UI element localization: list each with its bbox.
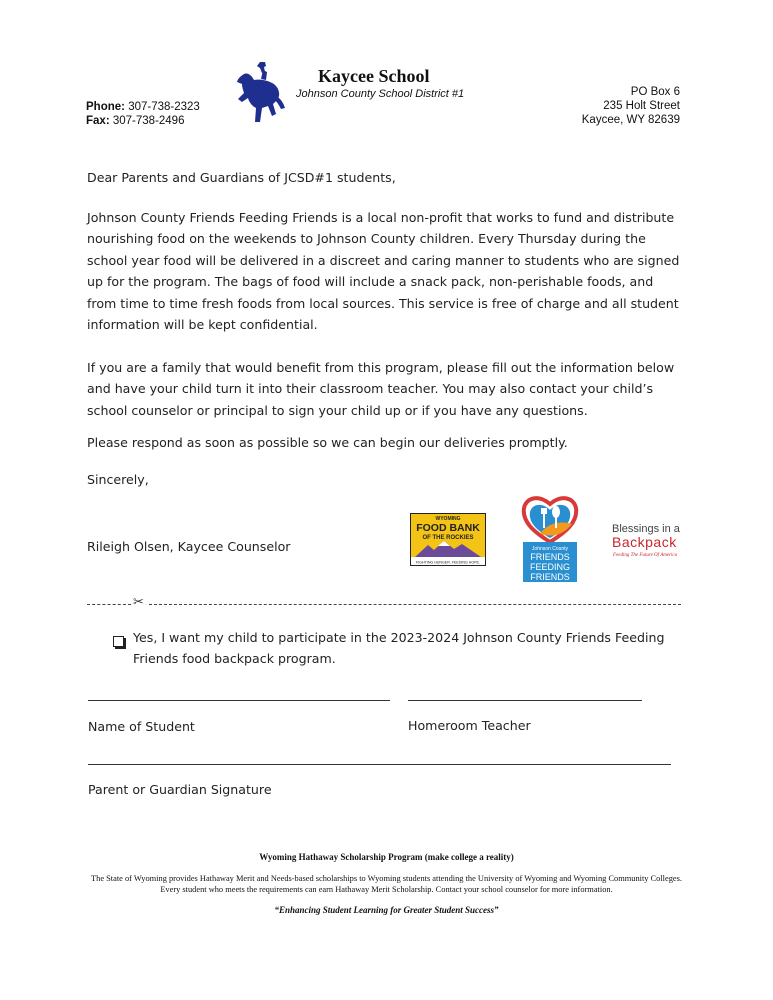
guardian-signature-label: Parent or Guardian Signature bbox=[88, 782, 272, 797]
school-name: Kaycee School bbox=[318, 66, 430, 86]
scissors-icon: ✂ bbox=[133, 594, 144, 609]
cut-dash-left bbox=[87, 604, 131, 605]
blessings-line-1: Blessings in a bbox=[612, 523, 680, 535]
phone-label: Phone: bbox=[86, 101, 125, 113]
guardian-signature-line[interactable] bbox=[88, 764, 671, 765]
letter-greeting: Dear Parents and Guardians of JCSD#1 students, bbox=[87, 170, 396, 185]
consent-text: Yes, I want my child to participate in the 2023-2024 Johnson County Friends Feeding Friends food backpack program. bbox=[133, 630, 665, 666]
address-line-3: Kaycee, WY 82639 bbox=[581, 114, 680, 126]
consent-checkbox[interactable] bbox=[113, 636, 124, 647]
footer-title: Wyoming Hathaway Scholarship Program (make college a reality) bbox=[259, 852, 514, 862]
fff-word-1: FRIENDS bbox=[530, 552, 570, 562]
footer-motto: “Enhancing Student Learning for Greater Student Success” bbox=[274, 905, 499, 915]
fff-county-text: Johnson County bbox=[531, 546, 569, 552]
fax-number: 307-738-2496 bbox=[112, 115, 185, 127]
food-bank-main-text-2: OF THE ROCKIES bbox=[422, 535, 474, 541]
fax-line bbox=[86, 115, 184, 127]
student-name-label: Name of Student bbox=[88, 719, 195, 734]
food-bank-tagline: FIGHTING HUNGER. FEEDING HOPE. bbox=[416, 560, 480, 565]
phone-number: 307-738-2323 bbox=[128, 101, 200, 113]
fax-label: Fax: bbox=[86, 115, 110, 127]
food-bank-main-text-1: FOOD BANK bbox=[416, 522, 480, 534]
cut-line bbox=[87, 594, 681, 609]
student-name-line[interactable] bbox=[88, 700, 390, 701]
address-line-1: PO Box 6 bbox=[630, 86, 680, 98]
food-bank-logo bbox=[410, 513, 486, 566]
footer-body: The State of Wyoming provides Hathaway Merit and Needs-based scholarships to Wyoming students attending the University of Wyoming and Wyoming Community Colleges. Every student who meets the requirements can earn Hathaway Merit Scholarship. Contact your school counselor for more information. bbox=[91, 874, 682, 894]
blessings-tagline: Feeding The Future Of America bbox=[613, 553, 678, 558]
friends-feeding-friends-logo bbox=[520, 494, 580, 582]
letter-closing: Sincerely, bbox=[87, 472, 149, 487]
letter-paragraph-1: Johnson County Friends Feeding Friends is a local non-profit that works to fund and distribute nourishing food on the weekends to Johnson County children. Every Thursday during the school year food will be delivered in a discreet and caring manner to students who are signed up for the program. The bags of food will include a snack pack, non-perishable foods, and from time to time fresh foods from local sources. This service is free of charge and all student information will be kept confidential. bbox=[87, 210, 680, 333]
blessings-line-2: Backpack bbox=[612, 534, 677, 550]
homeroom-teacher-label: Homeroom Teacher bbox=[408, 718, 531, 733]
letter-paragraph-2: If you are a family that would benefit from this program, please fill out the information below and have your child turn it into their classroom teacher. You may also contact your child’s school counselor or principal to sign your child up or if you have any questions. bbox=[87, 360, 675, 418]
homeroom-teacher-line[interactable] bbox=[408, 700, 642, 701]
letter-paragraph-3: Please respond as soon as possible so we can begin our deliveries promptly. bbox=[87, 435, 568, 450]
address-line-2: 235 Holt Street bbox=[603, 100, 680, 112]
fff-word-3: FRIENDS bbox=[530, 572, 570, 582]
cut-dash-right bbox=[149, 604, 681, 605]
fff-word-2: FEEDING bbox=[529, 562, 571, 572]
phone-line bbox=[86, 101, 200, 113]
school-district: Johnson County School District #1 bbox=[296, 88, 465, 100]
blessings-in-a-backpack-logo bbox=[612, 520, 696, 560]
bucking-horse-logo-icon bbox=[236, 60, 288, 130]
food-bank-top-text: WYOMING bbox=[435, 516, 461, 522]
letter-signature: Rileigh Olsen, Kaycee Counselor bbox=[87, 539, 291, 554]
